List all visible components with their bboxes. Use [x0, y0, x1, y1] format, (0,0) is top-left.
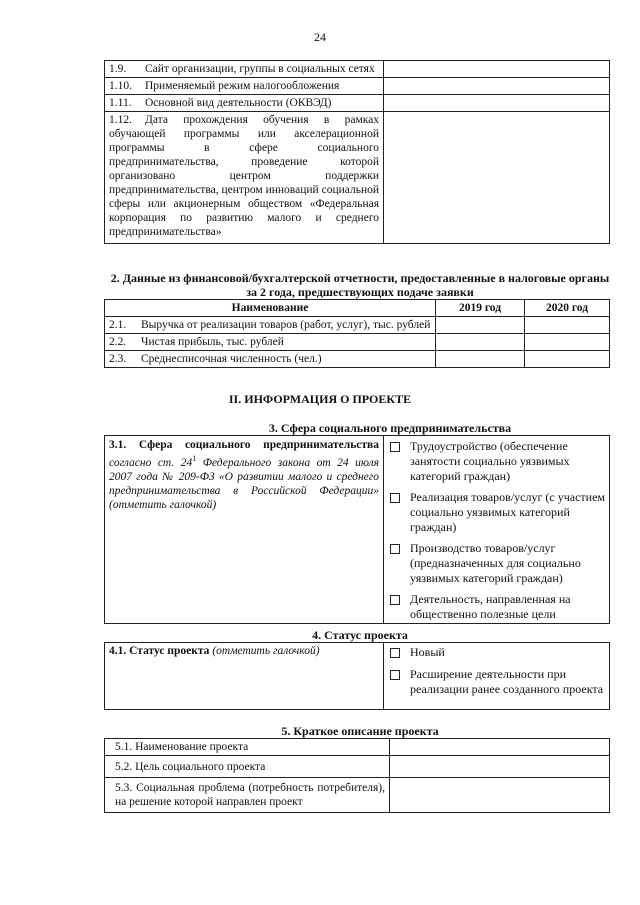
value-2020-cell[interactable] [525, 351, 610, 368]
row-number: 2.2. [109, 336, 127, 348]
row-text: Дата прохождения обучения в рамках обучающей программы или акселерационной программы в сфере социального предпринимательства, проведение которой организовано центром поддержки предпринимательства, центром инноваций социальной сферы или акционерным обществом «Федеральная корпорация по развитию малого и среднего предпринимательства» [109, 114, 379, 238]
row-label: 5.2. Цель социального проекта [105, 756, 390, 778]
option-expansion[interactable] [390, 667, 605, 697]
sphere-label-sup: 1 [192, 454, 197, 463]
option-label: Реализация товаров/услуг (с участием социально уязвимых категорий граждан) [410, 490, 606, 534]
table-row [105, 112, 610, 244]
social-sphere-table [104, 435, 610, 624]
table-row [105, 436, 610, 624]
table-row [105, 756, 610, 778]
value-cell[interactable] [384, 78, 610, 95]
row-label [105, 61, 384, 78]
option-public-good[interactable] [390, 592, 605, 622]
row-number: 1.11. [109, 97, 132, 109]
col-header-2020: 2020 год [525, 300, 610, 317]
row-number: 1.9. [109, 63, 127, 75]
part2-title: II. ИНФОРМАЦИЯ О ПРОЕКТЕ [228, 392, 412, 406]
table-row [105, 351, 610, 368]
row-text: Выручка от реализации товаров (работ, услуг), тыс. рублей [141, 319, 431, 331]
value-cell[interactable] [390, 778, 610, 813]
status-label-bold: 4.1. Статус проекта [109, 645, 210, 657]
row-label [105, 334, 436, 351]
option-sales[interactable] [390, 490, 605, 535]
checkbox-new[interactable] [390, 648, 400, 658]
row-text: Среднесписочная численность (чел.) [141, 353, 322, 365]
table-row [105, 643, 610, 710]
value-2019-cell[interactable] [436, 334, 525, 351]
table-row [105, 778, 610, 813]
section3-title: 3. Сфера социального предпринимательства [268, 421, 512, 435]
row-text: Чистая прибыль, тыс. рублей [141, 336, 284, 348]
table-row [105, 95, 610, 112]
row-label [105, 95, 384, 112]
value-2019-cell[interactable] [436, 317, 525, 334]
org-info-table [104, 60, 610, 244]
row-number: 2.3. [109, 353, 127, 365]
status-label [105, 643, 384, 710]
row-label: 5.1. Наименование проекта [105, 739, 390, 756]
row-text: Сайт организации, группы в социальных сетях [145, 63, 375, 75]
status-options [384, 643, 610, 710]
table-row [105, 317, 610, 334]
sphere-label-italic-b: Федерального закона от 24 июля 2007 года № 209-ФЗ «О развитии малого и среднего предпринимательства в Российской Федерации» (отметить галочкой) [109, 456, 379, 511]
sphere-label-bold: 3.1. Сфера социального предпринимательства [109, 439, 379, 451]
option-employment[interactable] [390, 439, 605, 484]
table-row [105, 61, 610, 78]
value-2020-cell[interactable] [525, 317, 610, 334]
page-number: 24 [314, 30, 326, 44]
section4-title: 4. Статус проекта [312, 628, 408, 642]
table-row [105, 334, 610, 351]
col-header-name: Наименование [105, 300, 436, 317]
value-cell[interactable] [384, 112, 610, 244]
row-label [105, 78, 384, 95]
table-header-row [105, 300, 610, 317]
option-label: Трудоустройство (обеспечение занятости социально уязвимых категорий граждан) [410, 439, 570, 483]
option-label: Производство товаров/услуг (предназначенных для социально уязвимых категорий граждан) [410, 541, 581, 585]
project-description-table [104, 738, 610, 813]
value-cell[interactable] [384, 95, 610, 112]
row-number: 1.10. [109, 80, 132, 92]
table-row [105, 78, 610, 95]
option-label: Новый [410, 645, 445, 659]
sphere-options [384, 436, 610, 624]
row-text: Применяемый режим налогообложения [145, 80, 340, 92]
section5-title: 5. Краткое описание проекта [281, 724, 439, 738]
row-text: Основной вид деятельности (ОКВЭД) [145, 97, 332, 109]
row-label [105, 351, 436, 368]
status-label-italic: (отметить галочкой) [212, 645, 320, 657]
value-2020-cell[interactable] [525, 334, 610, 351]
col-header-2019: 2019 год [436, 300, 525, 317]
value-2019-cell[interactable] [436, 351, 525, 368]
value-cell[interactable] [384, 61, 610, 78]
value-cell[interactable] [390, 739, 610, 756]
option-production[interactable] [390, 541, 605, 586]
row-label: 5.3. Социальная проблема (потребность потребителя), на решение которой направлен проект [105, 778, 390, 813]
row-number: 1.12. [109, 114, 132, 126]
option-new[interactable] [390, 645, 605, 663]
checkbox-production[interactable] [390, 544, 400, 554]
checkbox-employment[interactable] [390, 442, 400, 452]
sphere-label-italic-a: согласно ст. 24 [109, 456, 193, 469]
checkbox-public-good[interactable] [390, 595, 400, 605]
row-label [105, 112, 384, 244]
row-number: 2.1. [109, 319, 127, 331]
checkbox-expansion[interactable] [390, 670, 400, 680]
value-cell[interactable] [390, 756, 610, 778]
financial-table [104, 299, 610, 368]
row-label [105, 317, 436, 334]
section2-title: 2. Данные из финансовой/бухгалтерской отчетности, предоставленные в налоговые органы за 2 года, предшествующих подаче заявки [110, 271, 610, 299]
table-row [105, 739, 610, 756]
project-status-table [104, 642, 610, 710]
sphere-label [105, 436, 384, 624]
option-label: Расширение деятельности при реализации ранее созданного проекта [410, 667, 604, 696]
option-label: Деятельность, направленная на общественно полезные цели [410, 592, 571, 621]
checkbox-sales[interactable] [390, 493, 400, 503]
